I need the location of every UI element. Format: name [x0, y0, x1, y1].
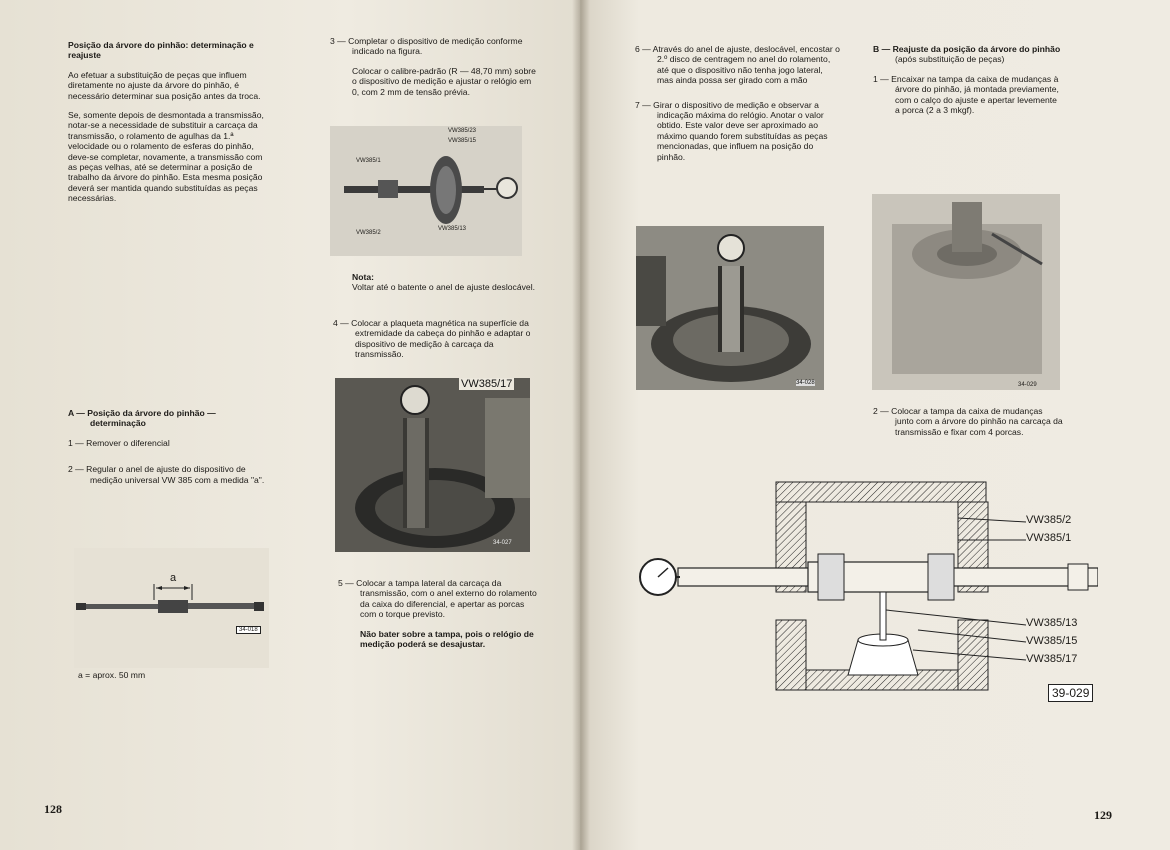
fig2-label-13: VW385/13 — [438, 226, 467, 232]
section-b — [873, 44, 1063, 124]
step-4 — [333, 318, 543, 369]
page-number-left: 128 — [44, 802, 62, 816]
fig2-label-1: VW385/1 — [356, 158, 381, 164]
step-4-text: 4 — Colocar a plaqueta magnética na superfície da extremidade da cabeça do pinhão e adaptar o dispositivo de medição à carcaça da transmissão. — [333, 318, 531, 360]
diagram-label-15: VW385/15 — [1026, 635, 1078, 647]
diagram-39-029 — [628, 470, 1098, 716]
intro-heading: Posição da árvore do pinhão: determinação e reajuste — [68, 40, 254, 61]
diagram-label-17: VW385/17 — [1026, 653, 1078, 665]
step-5 — [338, 578, 538, 658]
nota-block — [352, 272, 542, 302]
section-b-heading: B — Reajuste da posição da árvore do pinhão — [873, 44, 1061, 54]
figure-34-028 — [636, 226, 824, 390]
step-5-text: 5 — Colocar a tampa lateral da carcaça da transmissão, com o anel externo do rolamento da caixa do diferencial, e apertar as porcas com o torque previsto. — [338, 578, 537, 620]
figure-34-018 — [74, 548, 269, 668]
fig2-label-23: VW385/23 — [448, 128, 477, 134]
b-step-2 — [873, 406, 1063, 446]
step-6: 6 — Através do anel de ajuste, deslocável, encostar o 2.º disco de centragem no anel do rolamento, até que o dispositivo não tenha jogo lateral, mas ainda possa ser girado com a mão — [635, 44, 840, 86]
diagram-label-2: VW385/2 — [1026, 514, 1072, 526]
section-b-note: (após substituição de peças) — [895, 54, 1005, 65]
intro-paragraph-2: Se, somente depois de desmontada a transmissão, notar-se a necessidade de substituir a carcaça da transmissão, o rolamento de agulhas da 1.ª velocidade ou o rolamento de esferas do pinhão, deve-se completar, novamente, a transmissão com as peças velhas, até se determinar a posição de trabalho da árvore do pinhão. Esta mesma posição deverá ser mantida quando substituídas as peças necessárias. — [68, 110, 264, 204]
step-2: 2 — Regular o anel de ajuste do dispositivo de medição universal VW 385 com a medida "a". — [68, 464, 265, 485]
nota-heading: Nota: — [352, 272, 374, 282]
fig3-label: VW385/17 — [461, 378, 513, 390]
step-3-text: 3 — Completar o dispositivo de medição conforme indicado na figura. — [330, 36, 523, 57]
fig4-code: 34-028 — [796, 380, 815, 386]
figure-34-027 — [335, 378, 530, 552]
section-a — [68, 408, 273, 494]
step-3 — [330, 36, 540, 106]
page-number-right: 129 — [1094, 808, 1112, 822]
figure-b-34-029 — [872, 194, 1060, 390]
diagram-code: 39-029 — [1048, 684, 1093, 702]
fig1-caption: a = aprox. 50 mm — [78, 670, 146, 680]
book-gutter — [572, 0, 590, 850]
fig2-label-2: VW385/2 — [356, 230, 381, 236]
fig2-label-15: VW385/15 — [448, 138, 477, 144]
step-7: 7 — Girar o dispositivo de medição e observar a indicação máxima do relógio. Anotar o valor obtido. Este valor deve ser aproximado ao máximo quando forem substituídas as peças mencionadas, que influem na posição do pinhão. — [635, 99, 828, 162]
fig5-code: 34-029 — [1018, 382, 1037, 388]
b-step-1: 1 — Encaixar na tampa da caixa de mudanças à árvore do pinhão, já montada previamente, com o calço do ajuste e apertar levemente a porca (2 a 3 mkgf). — [873, 73, 1059, 116]
intro-section — [68, 40, 273, 213]
diagram-label-13: VW385/13 — [1026, 617, 1078, 629]
fig1-dimension-label: a — [170, 572, 177, 584]
section-a-heading: A — Posição da árvore do pinhão — determinação — [68, 408, 216, 429]
diagram-label-1: VW385/1 — [1026, 532, 1072, 544]
fig3-code: 34-027 — [493, 540, 512, 546]
intro-paragraph-1: Ao efetuar a substituição de peças que influem diretamente no ajuste da árvore do pinhão, é necessário determinar sua posição antes da troca. — [68, 69, 261, 101]
b-step-2-text: 2 — Colocar a tampa da caixa de mudanças junto com a árvore do pinhão na carcaça da transmissão e fixar com 4 porcas. — [873, 406, 1063, 437]
figure-measuring-device — [330, 126, 522, 256]
fig1-code: 34-018 — [236, 626, 261, 634]
step-3-calibration: Colocar o calibre-padrão (R — 48,70 mm) sobre o dispositivo de medição e ajustar o relógio em 0, com 2 mm de tensão prévia. — [352, 65, 536, 97]
steps-6-7 — [635, 44, 840, 171]
step-5-warning: Não bater sobre a tampa, pois o relógio de medição poderá se desajustar. — [360, 628, 534, 650]
nota-text: Voltar até o batente o anel de ajuste deslocável. — [352, 282, 535, 293]
step-1: 1 — Remover o diferencial — [68, 437, 170, 448]
